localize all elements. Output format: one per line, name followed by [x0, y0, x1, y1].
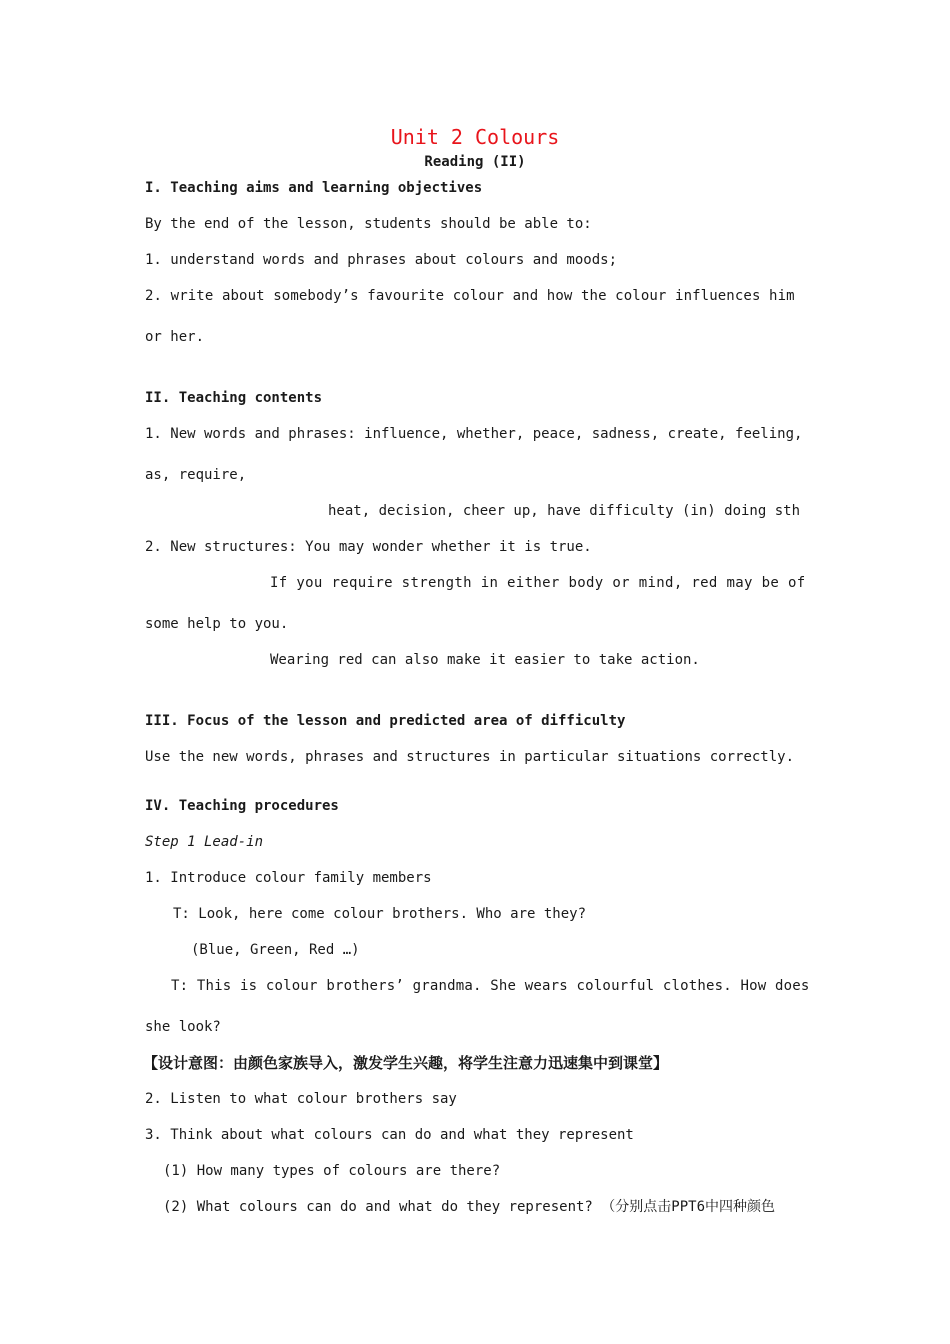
section-2-item-1-cont: as, require,	[145, 467, 247, 483]
section-1-heading: I. Teaching aims and learning objectives	[145, 180, 483, 196]
procedure-1-answer: (Blue, Green, Red …)	[191, 942, 360, 958]
procedure-3-question-1: (1) How many types of colours are there?	[163, 1163, 501, 1179]
section-4-heading: IV. Teaching procedures	[145, 798, 339, 814]
design-intent-note: 【设计意图：由颜色家族导入，激发学生兴趣，将学生注意力迅速集中到课堂】	[143, 1054, 669, 1072]
section-2-heading: II. Teaching contents	[145, 390, 323, 406]
section-3-text: Use the new words, phrases and structures in particular situations correctly.	[145, 749, 795, 765]
procedure-2: 2. Listen to what colour brothers say	[145, 1091, 457, 1107]
procedure-1-teacher-line: T: Look, here come colour brothers. Who are they?	[173, 906, 587, 922]
section-2-item-2-cont2: some help to you.	[145, 616, 289, 632]
section-2-item-2: 2. New structures: You may wonder whether it is true.	[145, 539, 592, 555]
procedure-1-teacher-line-2-cont: she look?	[145, 1019, 221, 1035]
doc-title: Unit 2 Colours	[390, 125, 560, 149]
procedure-1-teacher-line-2: T: This is colour brothers’ grandma. She wears colourful clothes. How does	[171, 978, 810, 994]
section-1-item-2: 2. write about somebody’s favourite colour and how the colour influences him	[145, 288, 795, 304]
section-2-item-2-cont3: Wearing red can also make it easier to take action.	[270, 652, 700, 668]
section-1-item-2-cont: or her.	[145, 329, 205, 345]
section-1-intro: By the end of the lesson, students should be able to:	[145, 216, 592, 232]
section-3-heading: III. Focus of the lesson and predicted area of difficulty	[145, 713, 626, 729]
section-2-item-1: 1. New words and phrases: influence, whether, peace, sadness, create, feeling,	[145, 426, 803, 442]
procedure-3-question-2: (2) What colours can do and what do they represent? （分别点击PPT6中四种颜色	[163, 1199, 776, 1215]
section-2-item-2-cont: If you require strength in either body or mind, red may be of	[270, 575, 806, 591]
procedure-3: 3. Think about what colours can do and what they represent	[145, 1127, 634, 1143]
doc-subtitle: Reading (II)	[424, 154, 526, 170]
procedure-1: 1. Introduce colour family members	[145, 870, 432, 886]
section-2-item-1-cont2: heat, decision, cheer up, have difficulty (in) doing sth	[328, 503, 801, 519]
section-1-item-1: 1. understand words and phrases about colours and moods;	[145, 252, 618, 268]
step-1-heading: Step 1 Lead-in	[145, 834, 264, 850]
